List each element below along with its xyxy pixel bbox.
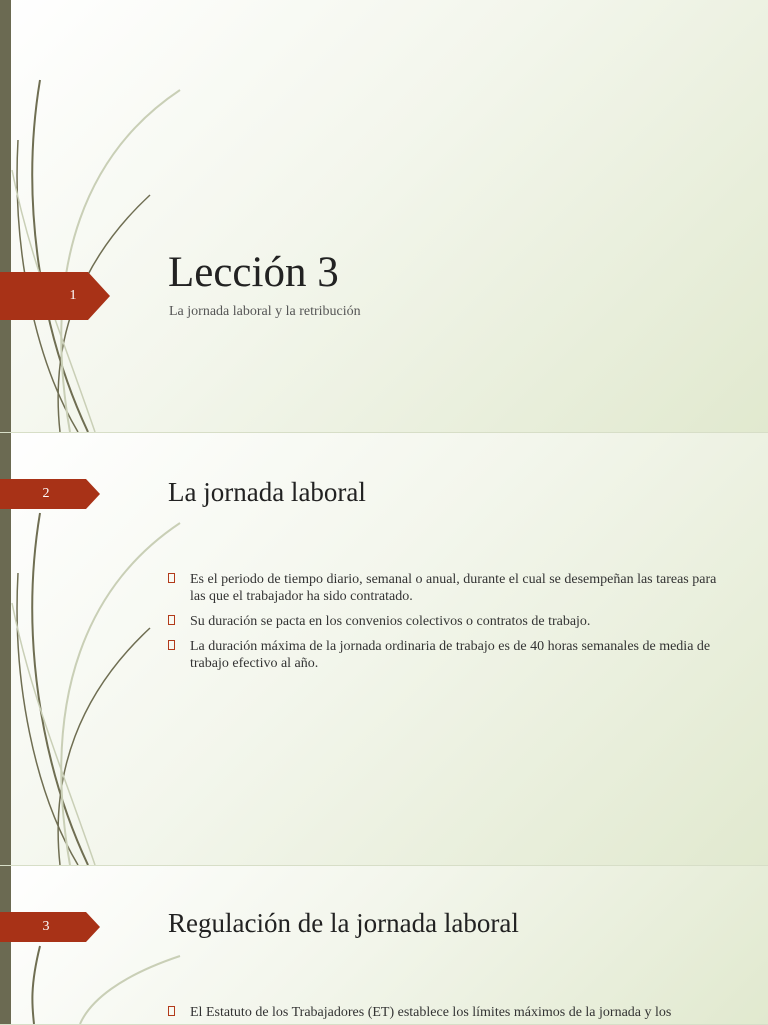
bullet-list	[168, 1004, 718, 1025]
bullet-list	[168, 571, 718, 680]
slide-number-badge	[0, 272, 110, 320]
slide-number: 3	[42, 919, 50, 934]
bullet-text: El Estatuto de los Trabajadores (ET) establece los límites máximos de la jornada y los	[190, 1005, 672, 1020]
curved-lines-decoration	[0, 866, 200, 1024]
slide-title: Regulación de la jornada laboral	[168, 908, 519, 938]
bullet-text: La duración máxima de la jornada ordinaria de trabajo es de 40 horas semanales de media de trabajo efectivo al año.	[190, 639, 711, 671]
hollow-square-bullet-icon	[168, 573, 175, 583]
list-item	[168, 1004, 718, 1021]
curved-lines-decoration	[0, 0, 200, 432]
list-item	[168, 638, 718, 672]
slide-number: 2	[42, 486, 50, 501]
hollow-square-bullet-icon	[168, 640, 175, 650]
list-item	[168, 613, 718, 630]
slide-number-badge	[0, 912, 100, 942]
slide-title: Lección 3	[168, 249, 339, 296]
hollow-square-bullet-icon	[168, 615, 175, 625]
slide-number: 1	[69, 288, 77, 303]
slide-3	[0, 866, 768, 1025]
slide-title: La jornada laboral	[168, 477, 366, 507]
list-item	[168, 571, 718, 605]
hollow-square-bullet-icon	[168, 1006, 175, 1016]
slide-subtitle: La jornada laboral y la retribución	[169, 304, 361, 319]
bullet-text: Es el periodo de tiempo diario, semanal o anual, durante el cual se desempeñan las tareas para las que el trabajador ha sido contratado.	[190, 572, 717, 604]
slide-1	[0, 0, 768, 433]
bullet-text: Su duración se pacta en los convenios colectivos o contratos de trabajo.	[190, 614, 591, 629]
slide-2	[0, 433, 768, 866]
slide-number-badge	[0, 479, 100, 509]
